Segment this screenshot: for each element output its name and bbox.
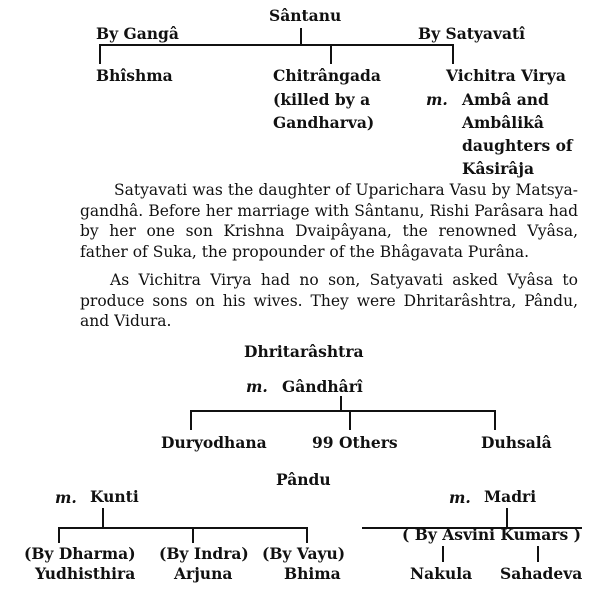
sahadeva-stem [537,546,539,562]
kunti-bar [58,527,308,529]
kunti-name: Kunti [90,487,139,506]
bhima-stem [306,527,308,543]
arjuna-stem [192,527,194,543]
nakula-name: Nakula [410,564,473,583]
santanu-name: Sântanu [269,6,342,25]
bhima-name: Bhima [284,564,341,583]
by-indra-label: (By Indra) [159,544,249,563]
dhritarashtra-bar [190,410,495,412]
yudhisthira-stem [58,527,60,543]
by-asvini-kumars-label: ( By Asvini Kumars ) [402,525,581,544]
others-label: 99 Others [312,433,398,452]
kunti-marriage-mark: m. [55,488,77,507]
spouse-line-1: Ambâ and [462,90,549,109]
chitrangada-line-3: Gandharva) [273,113,375,132]
arjuna-name: Arjuna [174,564,233,583]
kunti-stem [102,508,104,528]
madri-marriage-mark: m. [449,488,471,507]
by-ganga-label: By Gangâ [96,24,179,43]
chitrangada-stem [330,44,332,64]
gandhari-stem [340,396,342,411]
madri-name: Madri [484,487,537,506]
santanu-bar [99,44,452,46]
gandhari-name: Gândhârî [282,377,363,396]
by-vayu-label: (By Vayu) [262,544,346,563]
duhsala-stem [494,410,496,430]
others-stem [349,410,351,430]
paragraph-satyavati: Satyavati was the daughter of Uparichara Vasu by Matsyagandhâ. Before her marriage with Sântanu, Rishi Parâsara had by her one son Krishna Dvaipâyana, the renowned Vyâsa, father of Suka, the propounder of the Bhâgavata Purâna. [80,181,578,261]
marriage-mark: m. [246,377,268,396]
duryodhana-stem [190,410,192,430]
vichitra-stem [452,44,454,64]
dhritarashtra-name: Dhritarâshtra [244,342,364,361]
duhsala-name: Duhsalâ [481,433,552,452]
spouse-line-4: Kâsirâja [462,159,534,178]
marriage-mark: m. [426,90,448,109]
bhishma-stem [99,44,101,64]
chitrangada-line-2: (killed by a [273,90,371,109]
yudhisthira-name: Yudhisthira [35,564,136,583]
by-satyavati-label: By Satyavatî [418,24,526,43]
by-dharma-label: (By Dharma) [24,544,136,563]
chitrangada-line-1: Chitrângada [273,66,381,85]
santanu-stem [300,28,302,45]
spouse-line-3: daughters of [462,136,573,155]
duryodhana-name: Duryodhana [161,433,267,452]
pandu-name: Pându [276,470,331,489]
spouse-line-2: Ambâlikâ [462,113,544,132]
paragraph-vichitra: As Vichitra Virya had no son, Satyavati asked Vyâsa to produce sons on his wives. They were Dhritarâshtra, Pându, and Vidura. [80,271,578,330]
bhishma-name: Bhîshma [96,66,173,85]
sahadeva-name: Sahadeva [500,564,583,583]
nakula-stem [442,546,444,562]
vichitra-virya-name: Vichitra Virya [446,66,566,85]
